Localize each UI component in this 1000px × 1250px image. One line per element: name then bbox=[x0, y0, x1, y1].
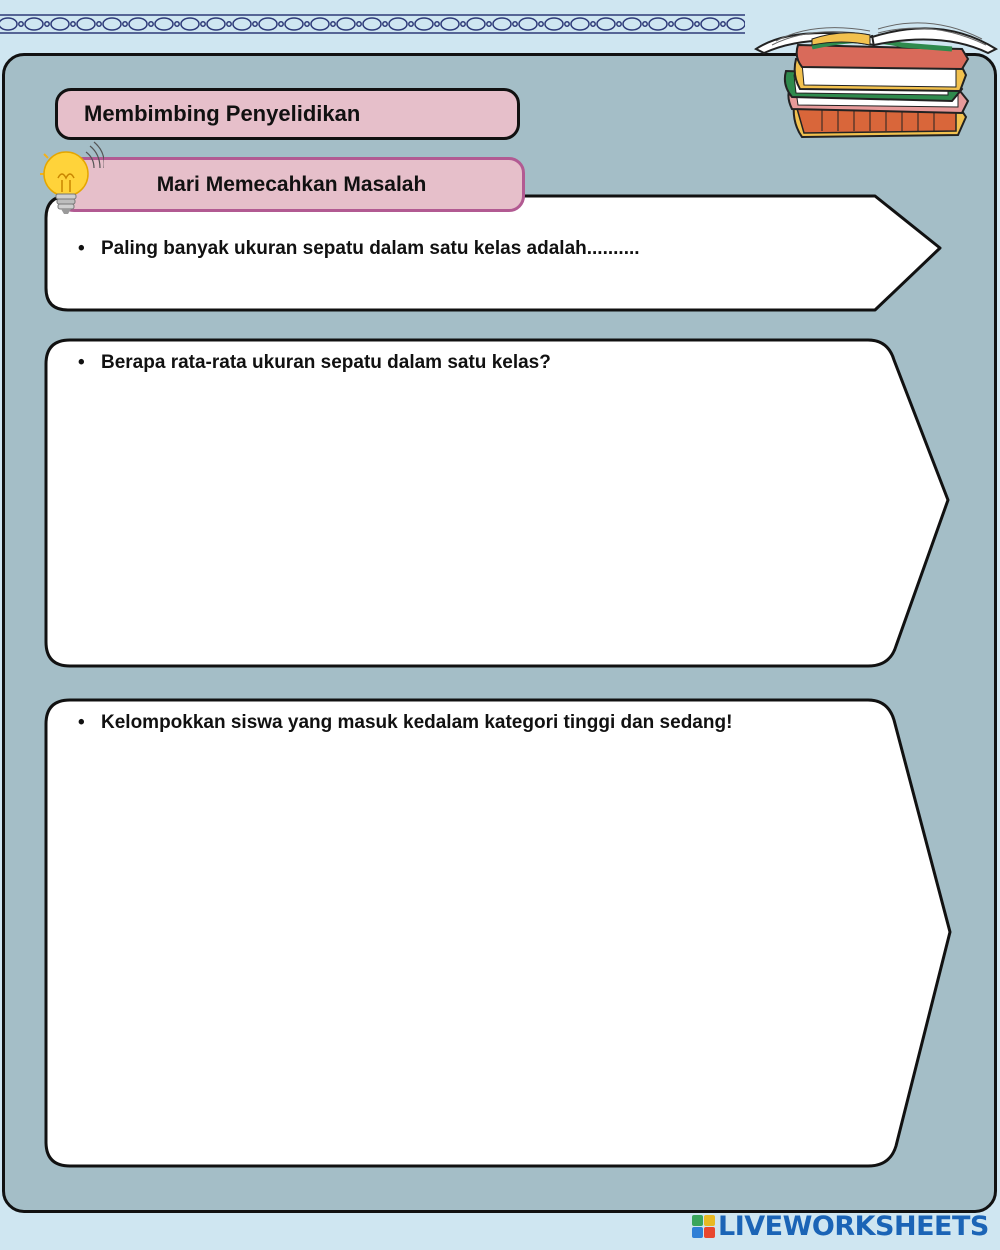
question-1 bbox=[78, 238, 640, 260]
bullet: • bbox=[78, 238, 85, 259]
liveworksheets-logo bbox=[692, 1211, 989, 1241]
section-title-text: Membimbing Penyelidikan bbox=[84, 101, 361, 126]
question-3 bbox=[78, 712, 732, 734]
liveworksheets-logo-icon bbox=[692, 1215, 715, 1238]
question-2 bbox=[78, 352, 551, 374]
question-text: Kelompokkan siswa yang masuk kedalam kategori tinggi dan sedang! bbox=[101, 712, 733, 733]
answer-box-3 bbox=[46, 700, 950, 1166]
logo-text: LIVEWORKSHEETS bbox=[718, 1210, 989, 1242]
lightbulb-icon bbox=[36, 140, 104, 220]
bullet: • bbox=[78, 352, 85, 373]
answer-box-2 bbox=[46, 340, 948, 666]
question-text: Paling banyak ukuran sepatu dalam satu kelas adalah.......... bbox=[101, 238, 640, 259]
subtitle-text: Mari Memecahkan Masalah bbox=[156, 172, 427, 196]
subtitle-banner bbox=[58, 157, 525, 212]
question-text: Berapa rata-rata ukuran sepatu dalam satu kelas? bbox=[101, 352, 551, 373]
bullet: • bbox=[78, 712, 85, 733]
book-stack-illustration bbox=[752, 5, 998, 145]
